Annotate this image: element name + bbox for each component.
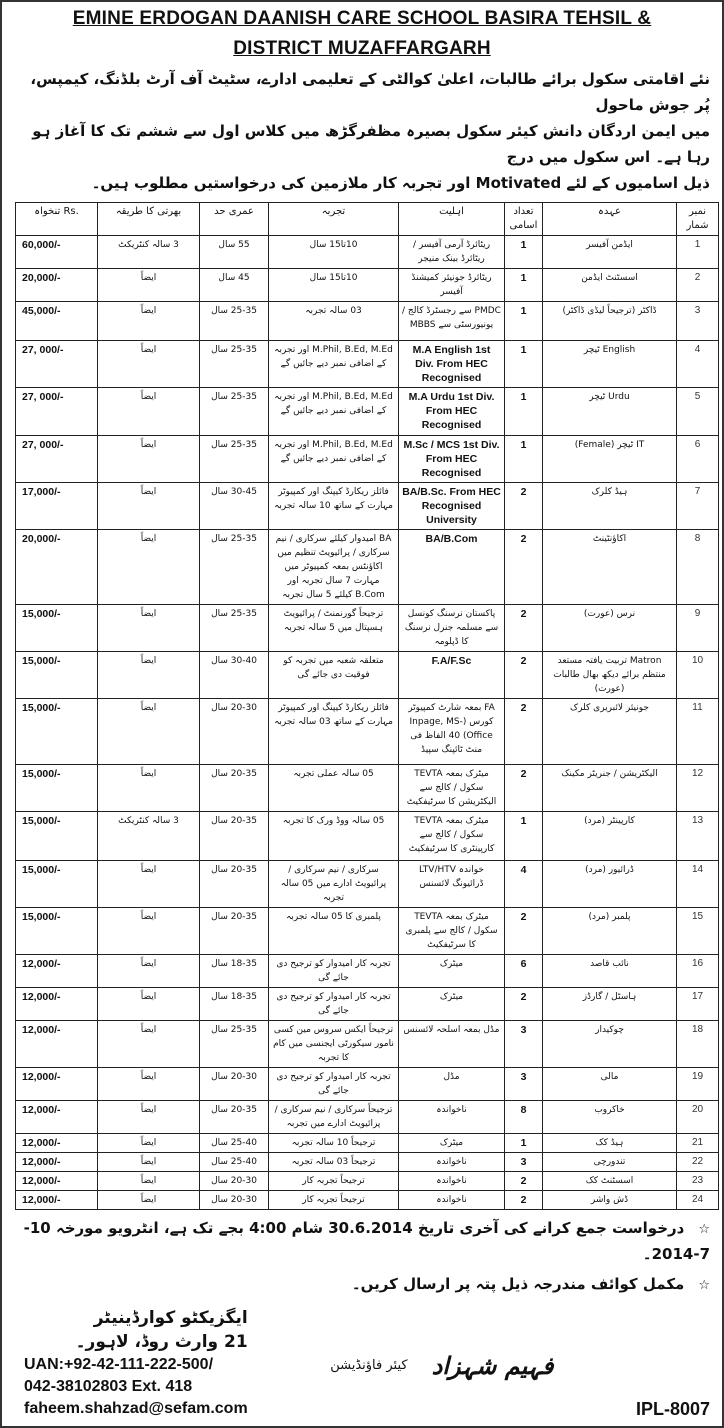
cell-recruitment-method: ایضاً [98, 1134, 200, 1153]
cell-age-limit: 18-35 سال [200, 988, 269, 1021]
table-row [16, 1191, 719, 1210]
cell-sr-no: 7 [677, 483, 719, 530]
cell-recruitment-method: 3 سالہ کنٹریکٹ [98, 812, 200, 861]
cell-vacancies: 1 [505, 302, 543, 341]
cell-experience: M.Phil, B.Ed, M.Ed اور تجربہ کے اضافی نمبر دیے جائیں گے [269, 436, 399, 483]
cell-qualification: BA/B.Sc. From HEC Recognised University [399, 483, 505, 530]
cell-recruitment-method: ایضاً [98, 483, 200, 530]
cell-recruitment-method: ایضاً [98, 652, 200, 699]
table-row [16, 483, 719, 530]
cell-post: پلمبر (مرد) [543, 908, 677, 955]
cell-recruitment-method: ایضاً [98, 1191, 200, 1210]
cell-qualification: ناخواندہ [399, 1172, 505, 1191]
cell-experience: 05 سالہ عملی تجربہ [269, 765, 399, 812]
cell-post: Urdu ٹیچر [543, 388, 677, 436]
table-row [16, 765, 719, 812]
cell-salary: 60,000/- [16, 236, 98, 269]
cell-qualification: پاکستان نرسنگ کونسل سے مسلمہ جنرل نرسنگ کا ڈپلومہ [399, 605, 505, 652]
cell-qualification: PMDC سے رجسٹرڈ کالج / یونیورسٹی سے MBBS [399, 302, 505, 341]
table-row [16, 1153, 719, 1172]
cell-post: الیکٹریشن / جنریٹر مکینک [543, 765, 677, 812]
cell-post: خاکروب [543, 1101, 677, 1134]
cell-age-limit: 55 سال [200, 236, 269, 269]
cell-vacancies: 2 [505, 765, 543, 812]
cell-vacancies: 2 [505, 988, 543, 1021]
cell-vacancies: 3 [505, 1153, 543, 1172]
cell-age-limit: 25-40 سال [200, 1134, 269, 1153]
signature-block [330, 1351, 553, 1380]
table-row [16, 1021, 719, 1068]
cell-age-limit: 25-35 سال [200, 530, 269, 605]
intro-line: ذیل اسامیوں کے لئے Motivated اور تجربہ کار ملازمین کی درخواستیں مطلوب ہیں۔ [91, 174, 710, 192]
cell-recruitment-method: ایضاً [98, 1101, 200, 1134]
cell-age-limit: 25-35 سال [200, 436, 269, 483]
cell-age-limit: 20-35 سال [200, 812, 269, 861]
cell-sr-no: 23 [677, 1172, 719, 1191]
deadline-note [14, 1216, 710, 1266]
cell-salary: 15,000/- [16, 861, 98, 908]
cell-post: کارپینٹر (مرد) [543, 812, 677, 861]
cell-salary: 12,000/- [16, 1068, 98, 1101]
cell-age-limit: 20-30 سال [200, 1068, 269, 1101]
cell-recruitment-method: ایضاً [98, 605, 200, 652]
cell-recruitment-method: ایضاً [98, 302, 200, 341]
send-text: مکمل کوائف مندرجہ ذیل پتہ پر ارسال کریں۔ [351, 1275, 685, 1293]
cell-vacancies: 8 [505, 1101, 543, 1134]
cell-qualification: M.A Urdu 1st Div. From HEC Recognised [399, 388, 505, 436]
uan-number: UAN:+92-42-111-222-500/ [24, 1356, 214, 1373]
footer-block [24, 1306, 710, 1420]
cell-vacancies: 4 [505, 861, 543, 908]
cell-qualification: M.Sc / MCS 1st Div. From HEC Recognised [399, 436, 505, 483]
cell-qualification: ناخواندہ [399, 1101, 505, 1134]
cell-qualification: خواندہ LTV/HTV ڈرائیونگ لائسنس [399, 861, 505, 908]
cell-salary: 15,000/- [16, 908, 98, 955]
cell-sr-no: 12 [677, 765, 719, 812]
cell-salary: 12,000/- [16, 1153, 98, 1172]
cell-sr-no: 19 [677, 1068, 719, 1101]
table-row [16, 605, 719, 652]
cell-experience: تجربہ کار امیدوار کو ترجیح دی جائے گی [269, 988, 399, 1021]
cell-sr-no: 1 [677, 236, 719, 269]
cell-sr-no: 3 [677, 302, 719, 341]
cell-sr-no: 24 [677, 1191, 719, 1210]
cell-age-limit: 25-40 سال [200, 1153, 269, 1172]
cell-age-limit: 25-35 سال [200, 1021, 269, 1068]
cell-salary: 12,000/- [16, 1134, 98, 1153]
phone-number: 042-38102803 Ext. 418 [24, 1378, 193, 1395]
cell-age-limit: 20-35 سال [200, 908, 269, 955]
cell-sr-no: 2 [677, 269, 719, 302]
cell-age-limit: 25-35 سال [200, 605, 269, 652]
cell-salary: 12,000/- [16, 1021, 98, 1068]
cell-experience: ترجیحاً 10 سالہ تجربہ [269, 1134, 399, 1153]
cell-experience: M.Phil, B.Ed, M.Ed اور تجربہ کے اضافی نمبر دیے جائیں گے [269, 341, 399, 388]
cell-age-limit: 30-40 سال [200, 652, 269, 699]
cell-salary: 12,000/- [16, 1172, 98, 1191]
cell-sr-no: 21 [677, 1134, 719, 1153]
cell-experience: BA امیدوار کیلئے سرکاری / نیم سرکاری / پرائیویٹ تنظیم میں اکاؤنٹس بمعہ کمپیوٹر میں مہارت 7 سال تجربہ اور B.Com کیلئے 5 سال تجربہ [269, 530, 399, 605]
cell-salary: 12,000/- [16, 955, 98, 988]
cell-age-limit: 18-35 سال [200, 955, 269, 988]
cell-recruitment-method: ایضاً [98, 699, 200, 765]
cell-salary: 27, 000/- [16, 388, 98, 436]
cell-qualification: FA بمعہ شارٹ کمپیوٹر کورس (Inpage, MS-Office) 40 الفاظ فی منٹ ٹائپنگ سپیڈ [399, 699, 505, 765]
cell-salary: 12,000/- [16, 988, 98, 1021]
cell-qualification: ریٹائرڈ آرمی آفیسر / ریٹائرڈ بینک منیجر [399, 236, 505, 269]
cell-vacancies: 2 [505, 652, 543, 699]
cell-age-limit: 20-30 سال [200, 1191, 269, 1210]
address-street: 21 وارث روڈ، لاہور۔ [75, 1332, 248, 1352]
cell-salary: 20,000/- [16, 269, 98, 302]
cell-vacancies: 1 [505, 436, 543, 483]
cell-post: ڈرائیور (مرد) [543, 861, 677, 908]
cell-vacancies: 2 [505, 605, 543, 652]
intro-paragraph [14, 66, 710, 196]
cell-recruitment-method: ایضاً [98, 436, 200, 483]
cell-experience: ترجیحاً گورنمنٹ / پرائیویٹ ہسپتال میں 5 سالہ تجربہ [269, 605, 399, 652]
deadline-text: درخواست جمع کرانے کی آخری تاریخ 30.6.2014 شام 4:00 بجے تک ہے، انٹرویو مورخہ 10-7-2014۔ [23, 1219, 710, 1263]
cell-recruitment-method: ایضاً [98, 388, 200, 436]
cell-sr-no: 15 [677, 908, 719, 955]
cell-post: English ٹیچر [543, 341, 677, 388]
cell-sr-no: 18 [677, 1021, 719, 1068]
cell-recruitment-method: ایضاً [98, 861, 200, 908]
ad-title-line2: DISTRICT MUZAFFARGARH [233, 38, 491, 59]
cell-experience: ترجیحاً 03 سالہ تجربہ [269, 1153, 399, 1172]
cell-vacancies: 3 [505, 1021, 543, 1068]
cell-recruitment-method: ایضاً [98, 1172, 200, 1191]
cell-recruitment-method: ایضاً [98, 1021, 200, 1068]
table-row [16, 269, 719, 302]
table-row [16, 908, 719, 955]
cell-qualification: F.A/F.Sc [399, 652, 505, 699]
cell-age-limit: 25-35 سال [200, 341, 269, 388]
cell-experience: تجربہ کار امیدوار کو ترجیح دی جائے گی [269, 955, 399, 988]
column-header-recruitment-method: بھرتی کا طریقہ [98, 203, 200, 236]
intro-line: میں ایمن اردگان دانش کیئر سکول بصیرہ مظفرگڑھ میں کلاس اول سے ششم تک کا آغاز ہو رہا ہے۔ اس سکول میں درج [32, 122, 710, 166]
cell-qualification: ناخواندہ [399, 1191, 505, 1210]
cell-recruitment-method: ایضاً [98, 765, 200, 812]
cell-sr-no: 20 [677, 1101, 719, 1134]
ad-title-line1: EMINE ERDOGAN DAANISH CARE SCHOOL BASIRA TEHSIL & [72, 8, 652, 29]
cell-experience: 10تا15 سال [269, 269, 399, 302]
address-block [24, 1306, 248, 1420]
cell-sr-no: 4 [677, 341, 719, 388]
cell-vacancies: 2 [505, 908, 543, 955]
cell-vacancies: 2 [505, 530, 543, 605]
cell-qualification: میٹرک [399, 955, 505, 988]
cell-salary: 15,000/- [16, 605, 98, 652]
cell-sr-no: 8 [677, 530, 719, 605]
cell-vacancies: 3 [505, 1068, 543, 1101]
cell-experience: ترجیحاً تجربہ کار [269, 1191, 399, 1210]
cell-age-limit: 30-45 سال [200, 483, 269, 530]
cell-experience: 03 سالہ تجربہ [269, 302, 399, 341]
cell-vacancies: 6 [505, 955, 543, 988]
table-row [16, 988, 719, 1021]
cell-age-limit: 20-35 سال [200, 861, 269, 908]
cell-sr-no: 11 [677, 699, 719, 765]
cell-experience: سرکاری / نیم سرکاری / پرائیویٹ ادارے میں 05 سالہ تجربہ [269, 861, 399, 908]
table-row [16, 861, 719, 908]
cell-age-limit: 25-35 سال [200, 388, 269, 436]
cell-experience: متعلقہ شعبہ میں تجربہ کو فوقیت دی جائے گی [269, 652, 399, 699]
cell-qualification: BA/B.Com [399, 530, 505, 605]
cell-vacancies: 2 [505, 1172, 543, 1191]
cell-qualification: M.A English 1st Div. From HEC Recognised [399, 341, 505, 388]
cell-qualification: میٹرک بمعہ TEVTA سکول / کالج سے پلمبری کا سرٹیفکیٹ [399, 908, 505, 955]
table-row [16, 302, 719, 341]
cell-experience: ترجیحاً ایکس سروس مین کسی نامور سیکورٹی ایجنسی میں کام کا تجربہ [269, 1021, 399, 1068]
cell-salary: 27, 000/- [16, 436, 98, 483]
cell-recruitment-method: ایضاً [98, 955, 200, 988]
cell-post: اسسٹنٹ ایڈمن [543, 269, 677, 302]
table-row [16, 1172, 719, 1191]
cell-post: ہیڈ کک [543, 1134, 677, 1153]
cell-qualification: مڈل بمعہ اسلحہ لائسنس [399, 1021, 505, 1068]
column-header-experience: تجربہ [269, 203, 399, 236]
cell-age-limit: 25-35 سال [200, 302, 269, 341]
cell-salary: 20,000/- [16, 530, 98, 605]
cell-age-limit: 45 سال [200, 269, 269, 302]
cell-qualification: میٹرک بمعہ TEVTA سکول / کالج سے کارپینٹری کا سرٹیفکیٹ [399, 812, 505, 861]
email-address: faheem.shahzad@sefam.com [24, 1400, 248, 1417]
column-header-post: عہدہ [543, 203, 677, 236]
table-row [16, 1134, 719, 1153]
cell-experience: فائلز ریکارڈ کیپنگ اور کمپیوٹر مہارت کے ساتھ 03 سالہ تجربہ [269, 699, 399, 765]
cell-salary: 15,000/- [16, 765, 98, 812]
cell-qualification: میٹرک [399, 988, 505, 1021]
cell-experience: تجربہ کار امیدوار کو ترجیح دی جائے گی [269, 1068, 399, 1101]
cell-age-limit: 20-30 سال [200, 1172, 269, 1191]
cell-post: چوکیدار [543, 1021, 677, 1068]
cell-sr-no: 13 [677, 812, 719, 861]
cell-post: اسسٹنٹ کک [543, 1172, 677, 1191]
cell-post: اکاؤنٹینٹ [543, 530, 677, 605]
intro-line: نئے اقامتی سکول برائے طالبات، اعلیٰ کوالٹی کے تعلیمی ادارے، سٹیٹ آف آرٹ بلڈنگ، کیمپس، پُر جوش ماحول [30, 70, 710, 114]
cell-post: ڈاکٹر (ترجیحاً لیڈی ڈاکٹر) [543, 302, 677, 341]
star-outline-icon: ☆ [698, 1222, 710, 1237]
table-row [16, 341, 719, 388]
cell-sr-no: 9 [677, 605, 719, 652]
cell-post: ہاسٹل / گارڈز [543, 988, 677, 1021]
cell-sr-no: 22 [677, 1153, 719, 1172]
cell-post: Matron تربیت یافتہ مستعد منتظم برائے دیکھ بھال طالبات (عورت) [543, 652, 677, 699]
cell-vacancies: 2 [505, 699, 543, 765]
cell-post: ڈش واشر [543, 1191, 677, 1210]
send-note [14, 1272, 710, 1298]
cell-vacancies: 1 [505, 388, 543, 436]
table-row [16, 652, 719, 699]
cell-qualification: ناخواندہ [399, 1153, 505, 1172]
table-row [16, 1068, 719, 1101]
column-header-salary: تنخواہ Rs. [16, 203, 98, 236]
cell-post: نائب قاصد [543, 955, 677, 988]
table-row [16, 1101, 719, 1134]
cell-recruitment-method: ایضاً [98, 1153, 200, 1172]
table-row [16, 530, 719, 605]
cell-sr-no: 17 [677, 988, 719, 1021]
column-header-age-limit: عمری حد [200, 203, 269, 236]
table-row [16, 955, 719, 988]
cell-post: جونیئر لائبریری کلرک [543, 699, 677, 765]
table-row [16, 236, 719, 269]
cell-post: مالی [543, 1068, 677, 1101]
table-row [16, 436, 719, 483]
address-title: ایگزیکٹو کوارڈینیٹر [93, 1308, 248, 1328]
cell-salary: 15,000/- [16, 699, 98, 765]
cell-post: تندورچی [543, 1153, 677, 1172]
cell-salary: 17,000/- [16, 483, 98, 530]
cell-sr-no: 10 [677, 652, 719, 699]
cell-salary: 15,000/- [16, 652, 98, 699]
cell-sr-no: 6 [677, 436, 719, 483]
cell-age-limit: 20-35 سال [200, 765, 269, 812]
cell-recruitment-method: ایضاً [98, 269, 200, 302]
table-row [16, 812, 719, 861]
cell-post: IT ٹیچر (Female) [543, 436, 677, 483]
cell-post: ایڈمن آفیسر [543, 236, 677, 269]
cell-vacancies: 1 [505, 1134, 543, 1153]
cell-recruitment-method: ایضاً [98, 341, 200, 388]
cell-age-limit: 20-30 سال [200, 699, 269, 765]
cell-qualification: میٹرک بمعہ TEVTA سکول / کالج سے الیکٹریشن کا سرٹیفکیٹ [399, 765, 505, 812]
cell-vacancies: 1 [505, 269, 543, 302]
cell-experience: ترجیحاً سرکاری / نیم سرکاری / پرائیویٹ ادارے میں تجربہ [269, 1101, 399, 1134]
cell-experience: فائلز ریکارڈ کیپنگ اور کمپیوٹر مہارت کے ساتھ 10 سالہ تجربہ [269, 483, 399, 530]
vacancies-table [15, 202, 719, 1210]
cell-sr-no: 16 [677, 955, 719, 988]
cell-recruitment-method: ایضاً [98, 908, 200, 955]
cell-vacancies: 1 [505, 341, 543, 388]
column-header-qualification: اہلیت [399, 203, 505, 236]
cell-vacancies: 2 [505, 483, 543, 530]
cell-experience: ترجیحاً تجربہ کار [269, 1172, 399, 1191]
cell-vacancies: 1 [505, 812, 543, 861]
cell-recruitment-method: 3 سالہ کنٹریکٹ [98, 236, 200, 269]
column-header-vacancies: تعداد اسامی [505, 203, 543, 236]
cell-salary: 12,000/- [16, 1101, 98, 1134]
table-header-row [16, 203, 719, 236]
ad-code: IPL-8007 [635, 1399, 710, 1419]
cell-qualification: ریٹائرڈ جونیئر کمیشنڈ آفیسر [399, 269, 505, 302]
cell-post: نرس (عورت) [543, 605, 677, 652]
cell-vacancies: 1 [505, 236, 543, 269]
cell-salary: 12,000/- [16, 1191, 98, 1210]
cell-qualification: مڈل [399, 1068, 505, 1101]
cell-post: ہیڈ کلرک [543, 483, 677, 530]
cell-experience: پلمبری کا 05 سالہ تجربہ [269, 908, 399, 955]
cell-experience: 10تا15 سال [269, 236, 399, 269]
cell-salary: 45,000/- [16, 302, 98, 341]
cell-experience: 05 سالہ ووڈ ورک کا تجربہ [269, 812, 399, 861]
cell-salary: 15,000/- [16, 812, 98, 861]
cell-vacancies: 2 [505, 1191, 543, 1210]
signature: فہیم شہزاد [431, 1351, 554, 1380]
cell-sr-no: 5 [677, 388, 719, 436]
cell-age-limit: 20-35 سال [200, 1101, 269, 1134]
cell-recruitment-method: ایضاً [98, 530, 200, 605]
cell-experience: M.Phil, B.Ed, M.Ed اور تجربہ کے اضافی نمبر دیے جائیں گے [269, 388, 399, 436]
cell-sr-no: 14 [677, 861, 719, 908]
cell-qualification: میٹرک [399, 1134, 505, 1153]
cell-recruitment-method: ایضاً [98, 988, 200, 1021]
organization-name: کیئر فاؤنڈیشن [330, 1358, 408, 1373]
table-row [16, 388, 719, 436]
star-outline-icon: ☆ [698, 1278, 710, 1293]
table-row [16, 699, 719, 765]
cell-recruitment-method: ایضاً [98, 1068, 200, 1101]
cell-salary: 27, 000/- [16, 341, 98, 388]
column-header-sr-no: نمبر شمار [677, 203, 719, 236]
